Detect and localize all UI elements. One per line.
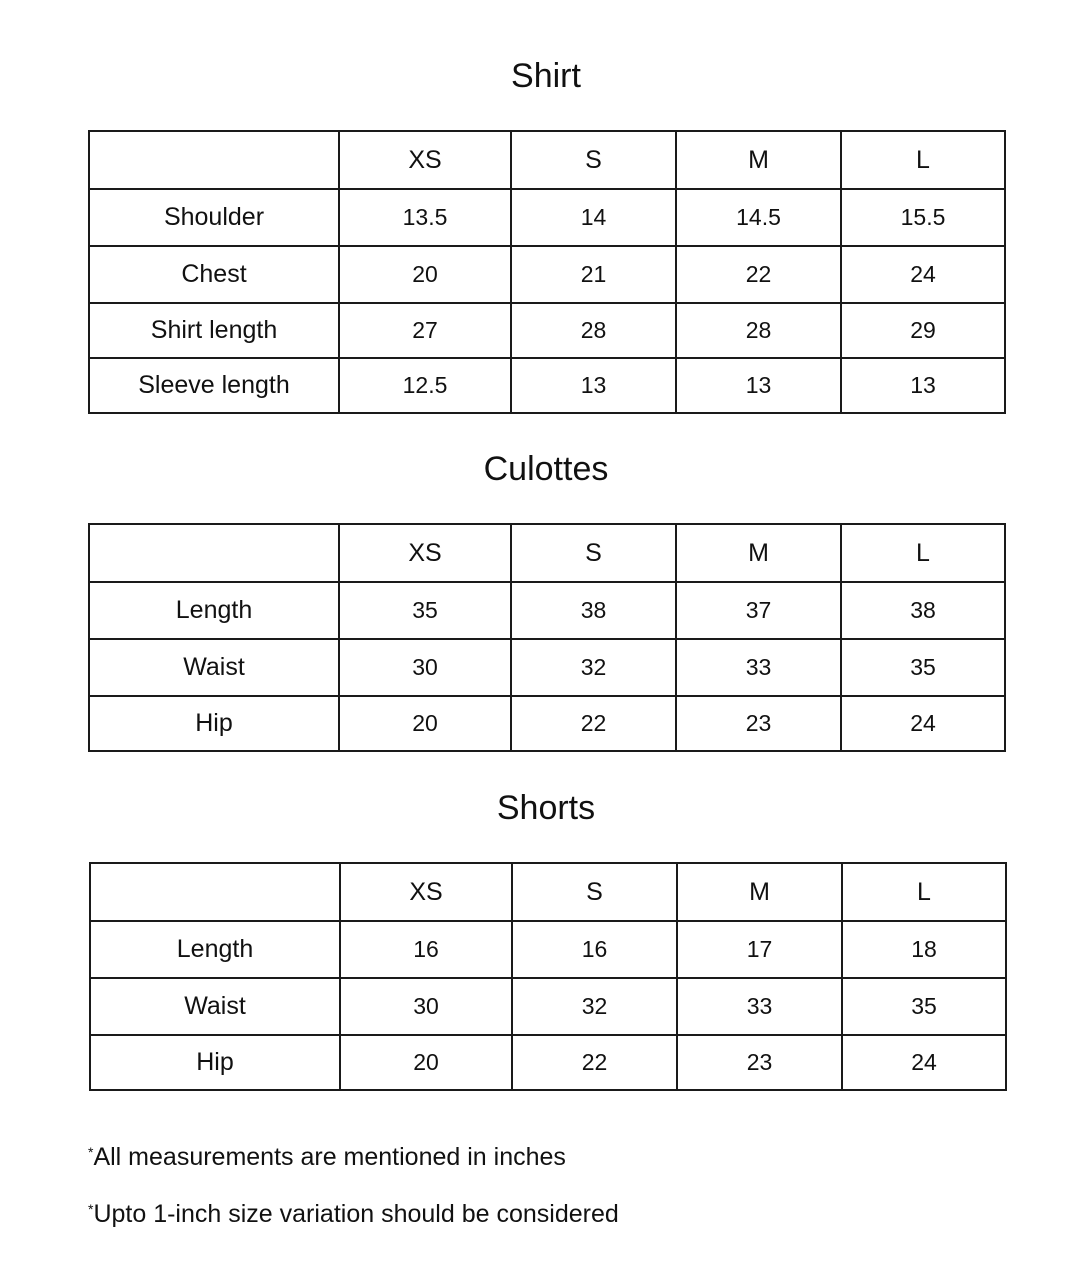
measurement-note-text: All measurements are mentioned in inches: [93, 1143, 566, 1171]
table-cell: 38: [841, 582, 1005, 639]
table-cell: 23: [677, 1035, 842, 1090]
header-cell-m: M: [677, 863, 842, 921]
row-label: Sleeve length: [89, 358, 339, 413]
header-cell-xs: XS: [339, 524, 511, 582]
header-cell-m: M: [676, 131, 841, 189]
table-cell: 24: [841, 696, 1005, 751]
table-row: [89, 303, 1005, 358]
table-cell: 16: [512, 921, 677, 978]
table-row: [89, 358, 1005, 413]
table-header-row: [89, 131, 1005, 189]
table-cell: 20: [339, 246, 511, 303]
table-cell: 20: [340, 1035, 512, 1090]
row-label: Length: [89, 582, 339, 639]
shirt-title: Shirt: [511, 57, 581, 95]
table-cell: 23: [676, 696, 841, 751]
table-cell: 24: [842, 1035, 1006, 1090]
table-cell: 35: [842, 978, 1006, 1035]
table-row: [89, 582, 1005, 639]
table-cell: 16: [340, 921, 512, 978]
culottes-size-table: [88, 523, 1006, 752]
table-cell: 14.5: [676, 189, 841, 246]
table-cell: 13: [676, 358, 841, 413]
header-cell-xs: XS: [340, 863, 512, 921]
header-cell-l: L: [841, 524, 1005, 582]
header-cell-l: L: [841, 131, 1005, 189]
table-row: [89, 639, 1005, 696]
header-cell-empty: [90, 863, 340, 921]
row-label: Hip: [90, 1035, 340, 1090]
table-cell: 20: [339, 696, 511, 751]
table-row: [90, 921, 1006, 978]
header-cell-l: L: [842, 863, 1006, 921]
header-cell-s: S: [511, 131, 676, 189]
header-cell-s: S: [512, 863, 677, 921]
header-cell-empty: [89, 524, 339, 582]
table-cell: 27: [339, 303, 511, 358]
table-cell: 35: [339, 582, 511, 639]
table-cell: 30: [340, 978, 512, 1035]
table-cell: 15.5: [841, 189, 1005, 246]
shorts-title: Shorts: [496, 789, 596, 827]
table-row: [90, 1035, 1006, 1090]
table-cell: 38: [511, 582, 676, 639]
table-row: [89, 696, 1005, 751]
table-cell: 21: [511, 246, 676, 303]
table-cell: 32: [511, 639, 676, 696]
row-label: Waist: [89, 639, 339, 696]
table-cell: 28: [676, 303, 841, 358]
table-cell: 14: [511, 189, 676, 246]
row-label: Chest: [89, 246, 339, 303]
table-cell: 29: [841, 303, 1005, 358]
header-cell-empty: [89, 131, 339, 189]
header-cell-s: S: [511, 524, 676, 582]
table-row: [89, 189, 1005, 246]
table-cell: 13: [841, 358, 1005, 413]
table-cell: 32: [512, 978, 677, 1035]
culottes-title: Culottes: [483, 450, 609, 488]
row-label: Length: [90, 921, 340, 978]
table-cell: 17: [677, 921, 842, 978]
shirt-size-table: [88, 130, 1006, 414]
row-label: Shoulder: [89, 189, 339, 246]
table-header-row: [90, 863, 1006, 921]
table-cell: 22: [511, 696, 676, 751]
table-cell: 33: [676, 639, 841, 696]
table-header-row: [89, 524, 1005, 582]
table-cell: 30: [339, 639, 511, 696]
table-cell: 24: [841, 246, 1005, 303]
row-label: Hip: [89, 696, 339, 751]
table-cell: 22: [676, 246, 841, 303]
note-asterisk: *: [88, 1201, 94, 1217]
variation-note-text: Upto 1-inch size variation should be considered: [93, 1200, 619, 1228]
table-cell: 22: [512, 1035, 677, 1090]
table-row: [89, 246, 1005, 303]
table-cell: 28: [511, 303, 676, 358]
table-cell: 13: [511, 358, 676, 413]
table-cell: 37: [676, 582, 841, 639]
row-label: Shirt length: [89, 303, 339, 358]
table-cell: 13.5: [339, 189, 511, 246]
table-cell: 18: [842, 921, 1006, 978]
table-row: [90, 978, 1006, 1035]
row-label: Waist: [90, 978, 340, 1035]
header-cell-xs: XS: [339, 131, 511, 189]
variation-note: [88, 1194, 619, 1229]
header-cell-m: M: [676, 524, 841, 582]
measurement-note: [88, 1137, 566, 1172]
table-cell: 35: [841, 639, 1005, 696]
shorts-size-table: [89, 862, 1007, 1091]
table-cell: 12.5: [339, 358, 511, 413]
table-cell: 33: [677, 978, 842, 1035]
note-asterisk: *: [88, 1144, 94, 1160]
